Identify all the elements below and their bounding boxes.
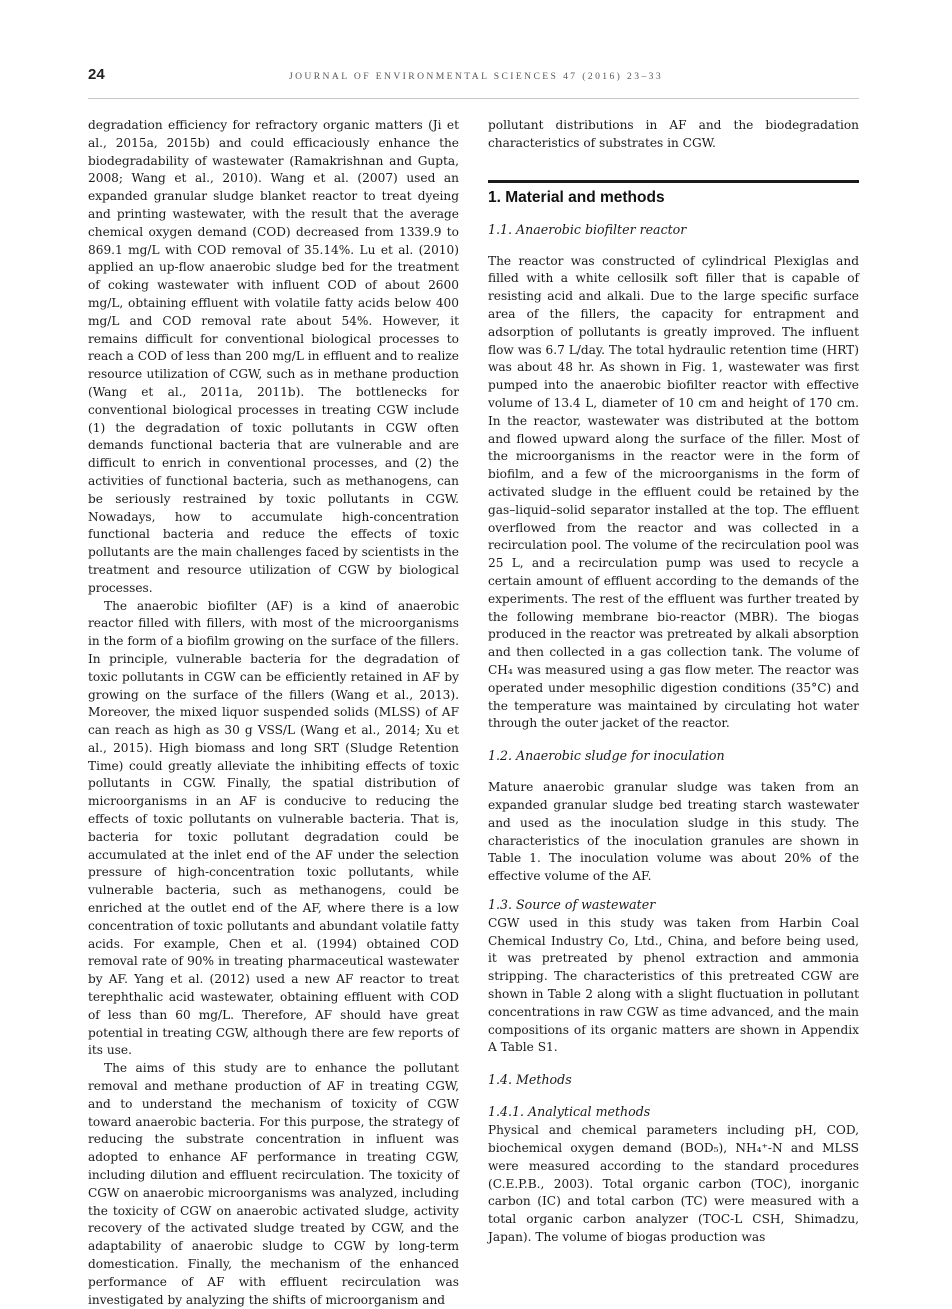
right-column [488, 117, 859, 1247]
subsection-body-wastewater: CGW used in this study was taken from Harbin Coal Chemical Industry Co, Ltd., China, and before being used, it was pretreated by phenol extraction and ammonia stripping. The characteristics of this pretreated CGW are shown in Table 2 along with a slight fluctuation in pollutant concentrations in raw CGW as time advanced, and the main compositions of its organic matters are shown in Appendix A Table S1. [488, 915, 859, 1055]
page-number: 24 [88, 66, 105, 83]
subsubsection-heading-analytical: 1.4.1. Analytical methods [488, 1104, 651, 1120]
subsubsection-body-analytical: Physical and chemical parameters including pH, COD, biochemical oxygen demand (BOD₅), NH₄⁺-N and MLSS were measured according to the standard procedures (C.E.P.B., 2003). Total organic carbon (TOC), inorganic carbon (IC) and total carbon (TC) were measured with a total organic carbon analyzer (TOC-L CSH, Shimadzu, Japan). The volume of biogas production was [488, 1123, 859, 1245]
subsection-heading-inoculation: 1.2. Anaerobic sludge for inoculation [488, 748, 725, 764]
left-column [88, 117, 459, 1309]
header-divider [88, 98, 859, 99]
intro-paragraph-1: degradation efficiency for refractory organic matters (Ji et al., 2015a, 2015b) and could efficaciously enhance the biodegradability of wastewater (Ramakrishnan and Gupta, 2008; Wang et al., 2010). Wang et al. (2007) used an expanded granular sludge blanket reactor to treat dyeing and printing wastewater, with the result that the average chemical oxygen demand (COD) decreased from 1339.9 to 869.1 mg/L with COD removal of 35.14%. Lu et al. (2010) applied an up-flow anaerobic sludge bed for the treatment of coking wastewater with influent COD of about 2600 mg/L, obtaining effluent with volatile fatty acids below 400 mg/L and COD removal rate about 54%. However, it remains difficult for conventional biological processes to reach a COD of less than 200 mg/L in effluent and to realize resource utilization of CGW, such as in methane production (Wang et al., 2011a, 2011b). The bottlenecks for conventional biological processes in treating CGW include (1) the degradation of toxic pollutants in CGW often demands functional bacteria that are vulnerable and are difficult to enrich in conventional processes, and (2) the activities of functional bacteria, such as methanogens, can be seriously restrained by toxic pollutants in CGW. Nowadays, how to accumulate high-concentration functional bacteria and reduce the effects of toxic pollutants are the main challenges faced by scientists in the treatment and resource utilization of CGW by biological processes. [88, 118, 459, 595]
subsection-heading-reactor: 1.1. Anaerobic biofilter reactor [488, 221, 687, 237]
intro-paragraph-2: The anaerobic biofilter (AF) is a kind of anaerobic reactor filled with fillers, with most of the microorganisms in the form of a biofilm growing on the surface of the fillers. In principle, vulnerable bacteria for the degradation of toxic pollutants in CGW can be efficiently retained in AF by growing on the surface of the fillers (Wang et al., 2013). Moreover, the mixed liquor suspended solids (MLSS) of AF can reach as high as 30 g VSS/L (Wang et al., 2014; Xu et al., 2015). High biomass and long SRT (Sludge Retention Time) could greatly alleviate the inhibiting effects of toxic pollutants in CGW. Finally, the spatial distribution of microorganisms in an AF is conducive to reducing the effects of toxic pollutants on vulnerable bacteria. That is, bacteria for toxic pollutant degradation could be accumulated at the inlet end of the AF under the selection pressure of high-concentration toxic pollutants, while vulnerable bacteria, such as methanogens, could be enriched at the outlet end of the AF, where there is a low concentration of toxic pollutants and abundant volatile fatty acids. For example, Chen et al. (1994) obtained COD removal rate of 90% in treating pharmaceutical wastewater by AF. Yang et al. (2012) used a new AF reactor to treat terephthalic acid wastewater, obtaining effluent with COD of less than 60 mg/L. Therefore, AF should have great potential in treating CGW, although there are few reports of its use. [88, 598, 459, 1058]
subsection-body-inoculation: Mature anaerobic granular sludge was taken from an expanded granular sludge bed treating starch wastewater and used as the inoculation sludge in this study. The characteristics of the inoculation granules are shown in Table 1. The inoculation volume was about 20% of the effective volume of the AF. [488, 780, 859, 884]
subsection-heading-methods: 1.4. Methods [488, 1072, 572, 1088]
running-head: JOURNAL OF ENVIRONMENTAL SCIENCES 47 (2016) 23–33 [288, 71, 664, 82]
subsection-heading-wastewater: 1.3. Source of wastewater [488, 896, 656, 912]
section-rule [488, 180, 859, 183]
intro-paragraph-continued: pollutant distributions in AF and the biodegradation characteristics of substrates in CGW. [488, 118, 859, 150]
intro-paragraph-3: The aims of this study are to enhance the pollutant removal and methane production of AF in treating CGW, and to understand the mechanism of toxicity of CGW toward anaerobic bacteria. For this purpose, the strategy of reducing the substrate concentration in influent was adopted to enhance AF performance in treating CGW, including dilution and effluent recirculation. The toxicity of CGW on anaerobic microorganisms was analyzed, including the toxicity of CGW on anaerobic activated sludge, activity recovery of the activated sludge treated by CGW, and the adaptability of anaerobic sludge to CGW by long-term domestication. Finally, the mechanism of the enhanced performance of AF with effluent recirculation was investigated by analyzing the shifts of microorganism and [88, 1061, 459, 1307]
subsection-body-reactor: The reactor was constructed of cylindrical Plexiglas and filled with a white cellosilk soft filler that is capable of resisting acid and alkali. Due to the large specific surface area of the fillers, the capacity for entrapment and adsorption of pollutants is greatly improved. The influent flow was 6.7 L/day. The total hydraulic retention time (HRT) was about 48 hr. As shown in Fig. 1, wastewater was first pumped into the anaerobic biofilter reactor with effective volume of 13.4 L, diameter of 10 cm and height of 170 cm. In the reactor, wastewater was distributed at the bottom and flowed upward along the surface of the filler. Most of the microorganisms in the reactor were in the form of biofilm, and a few of the microorganisms in the form of activated sludge in the effluent could be retained by the gas–liquid–solid separator installed at the top. The effluent overflowed from the reactor and was collected in a recirculation pool. The volume of the recirculation pool was 25 L, and a recirculation pump was used to recycle a certain amount of effluent according to the demands of the experiments. The rest of the effluent was further treated by the following membrane bio-reactor (MBR). The biogas produced in the reactor was pretreated by alkali absorption and then collected in a gas collection tank. The volume of CH₄ was measured using a gas flow meter. The reactor was operated under mesophilic digestion conditions (35°C) and the temperature was maintained by circulating hot water through the outer jacket of the reactor. [488, 253, 859, 731]
section-heading-methods: 1. Material and methods [488, 188, 665, 206]
